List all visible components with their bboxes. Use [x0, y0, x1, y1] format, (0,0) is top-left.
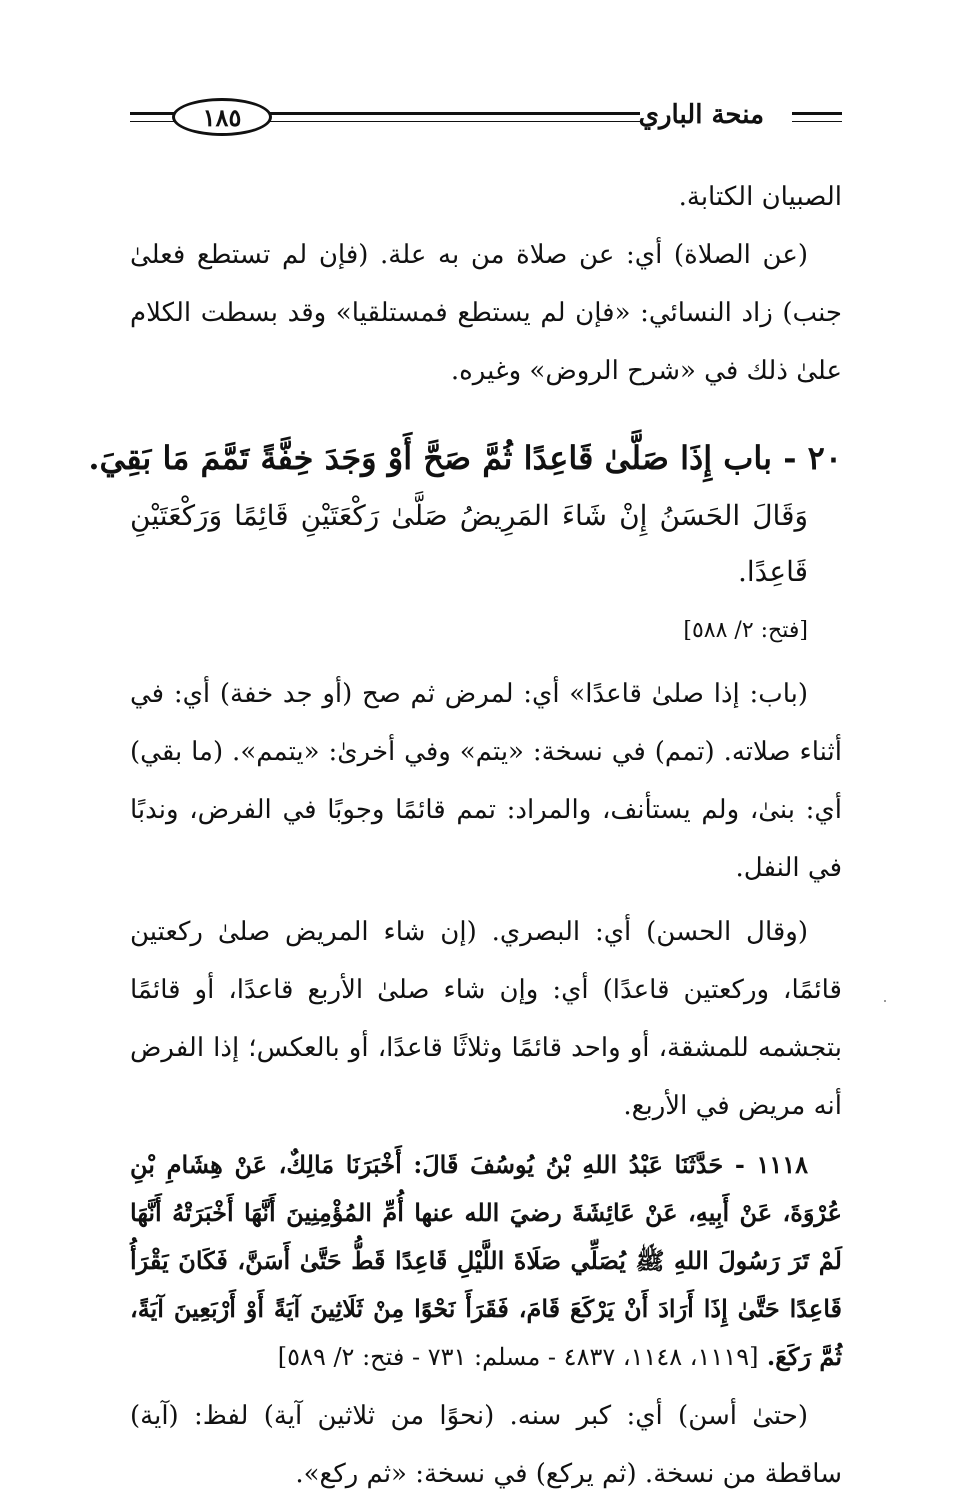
page-header	[130, 92, 842, 144]
scan-speck	[884, 1000, 886, 1002]
running-title: منحة الباري	[638, 100, 764, 130]
hadith-text	[130, 1141, 842, 1381]
hadith-body: ١١١٨ - حَدَّثَنَا عَبْدُ اللهِ بْنُ يُوسُفَ قَالَ: أَخْبَرَنَا مَالِكٌ، عَنْ هِشَامِ بْنِ عُرْوَةَ، عَنْ أَبِيهِ، عَنْ عَائِشَةَ رضيَ الله عنها أُمِّ المُؤْمِنِينَ أَنَّهَا أَخْبَرَتْهُ أَنَّهَا لَمْ تَرَ رَسُولَ اللهِ ﷺ يُصَلِّي صَلَاةَ اللَّيْلِ قَاعِدًا قَطُّ حَتَّىٰ أَسَنَّ، فَكَانَ يَقْرَأُ قَاعِدًا حَتَّىٰ إِذَا أَرَادَ أَنْ يَرْكَعَ قَامَ، فَقَرَأَ نَحْوًا مِنْ ثَلَاثِينَ آيَةً أَوْ أَرْبَعِينَ آيَةً، ثُمَّ رَكَعَ.	[130, 1150, 842, 1371]
quoted-text: وَقَالَ الحَسَنُ إِنْ شَاءَ المَرِيضُ صَلَّىٰ رَكْعَتَيْنِ قَائِمًا وَرَكْعَتَيْنِ قَاعِدًا.	[130, 499, 808, 588]
paragraph-commentary-chapter: (باب: إذا صلىٰ قاعدًا» أي: لمرض ثم صح (أو جد خفة) أي: في أثناء صلاته. (تمم) في نسخة: «يتم» وفي أخرىٰ: «يتمم». (ما بقي) أي: بنىٰ، ولم يستأنف، والمراد: تمم قائمًا وجوبًا في الفرض، وندبًا في النفل.	[130, 679, 842, 883]
header-rule-middle-bottom	[260, 121, 640, 122]
page-number: ١٨٥	[202, 102, 242, 132]
header-rule-right-bottom	[792, 121, 842, 122]
page-body	[88, 168, 842, 1503]
page-number-oval	[172, 98, 272, 136]
chapter-heading: ٢٠ - باب إِذَا صَلَّىٰ قَاعِدًا ثُمَّ صَحَّ أَوْ وَجَدَ خِفَّةً تَمَّمَ مَا بَقِيَ.	[88, 439, 842, 477]
paragraph-commentary-hadith: (حتىٰ أسن) أي: كبر سنه. (نحوًا من ثلاثين آية) لفظ: (آية) ساقطة من نسخة. (ثم يركع) في نسخة: «ثم ركع».	[130, 1401, 842, 1489]
paragraph-commentary-hasan: (وقال الحسن) أي: البصري. (إن شاء المريض صلىٰ ركعتين قائمًا، وركعتين قاعدًا) أي: وإن شاء صلىٰ الأربع قاعدًا، أو قائمًا بتجشمه للمشقة، أو واحد قائمًا وثلاثًا قاعدًا، أو بالعكس؛ إذا الفرض أنه مريض في الأربع.	[130, 917, 842, 1121]
paragraph-continuation: الصبيان الكتابة.	[678, 182, 842, 212]
header-rule-right-top	[792, 112, 842, 115]
header-rule-middle-top	[260, 112, 640, 115]
fath-reference: [فتح: ٢/ ٥٨٨]	[683, 618, 808, 643]
quote-reference-line	[130, 600, 842, 659]
paragraph-commentary-prayer: (عن الصلاة) أي: عن صلاة من به علة. (فإن لم تستطع فعلىٰ جنب) زاد النسائي: «فإن لم يستطع فمستلقيا» وقد بسطت الكلام علىٰ ذلك في «شرح الروض» وغيره.	[130, 240, 842, 386]
hadith-reference: [١١١٩، ١١٤٨، ٤٨٣٧ - مسلم: ٧٣١ - فتح: ٢/ ٥٨٩]	[277, 1343, 759, 1371]
